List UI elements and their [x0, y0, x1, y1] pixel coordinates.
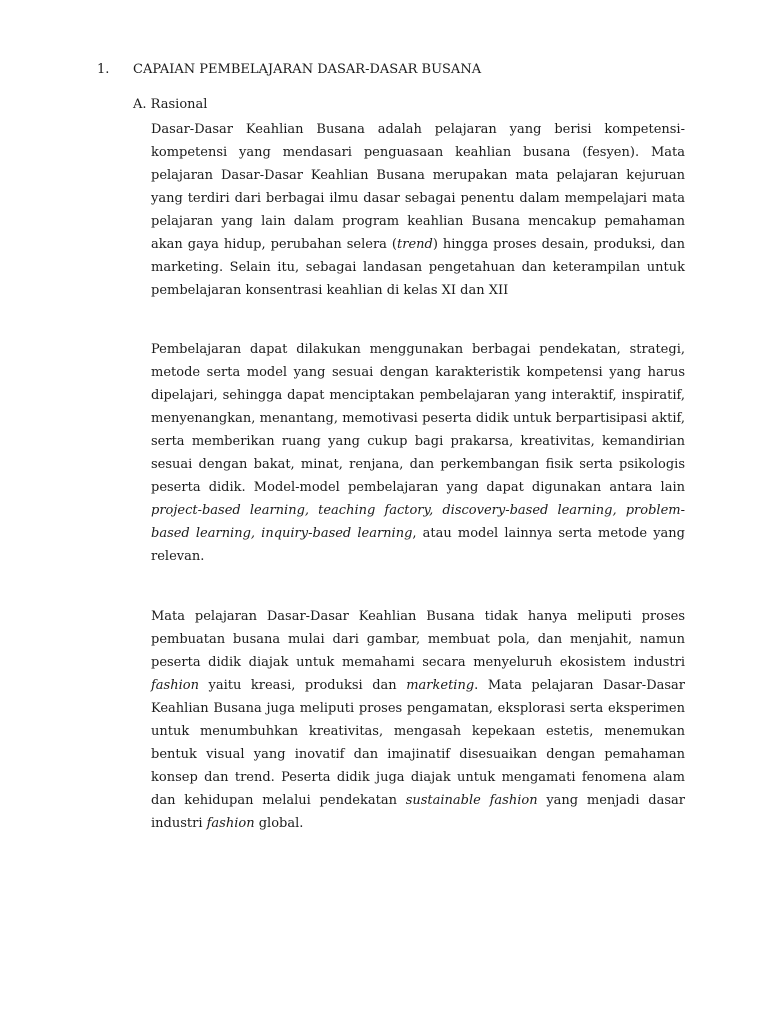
chapter-number: 1.: [97, 62, 110, 77]
text-run: global.: [254, 816, 304, 831]
chapter-heading: [97, 59, 481, 81]
section-heading: A. Rasional: [133, 97, 208, 112]
text-run: yang menjadi dasar industri: [151, 793, 685, 831]
text-run: Dasar-Dasar Keahlian Busana adalah pelajaran yang berisi kompetensi-kompetensi yang mendasari penguasaan keahlian busana (fesyen). Mata pelajaran Dasar-Dasar Keahlian Busana merupakan mata pelajaran kejuruan yang terdiri dari berbagai ilmu dasar sebagai penentu dalam mempelajari mata pelajaran yang lain dalam program keahlian Busana mencakup pemahaman akan gaya hidup, perubahan selera (: [151, 122, 685, 252]
paragraph-2: [151, 338, 685, 568]
text-run: yaitu kreasi, produksi dan: [198, 678, 407, 693]
italic-text-run: sustainable fashion: [405, 793, 538, 808]
text-run: , atau model lainnya serta metode yang relevan.: [151, 526, 686, 564]
text-run: ) hingga proses desain, produksi, dan marketing. Selain itu, sebagai landasan pengetahuan dan keterampilan untuk pembelajaran konsentrasi keahlian di kelas XI dan XII: [151, 237, 686, 298]
italic-text-run: fashion: [151, 678, 199, 693]
italic-text-run: trend: [397, 237, 433, 252]
chapter-title: CAPAIAN PEMBELAJARAN DASAR-DASAR BUSANA: [133, 62, 482, 77]
text-run: Mata pelajaran Dasar-Dasar Keahlian Busana tidak hanya meliputi proses pembuatan busana mulai dari gambar, membuat pola, dan menjahit, namun peserta didik diajak untuk memahami secara menyeluruh ekosistem industri: [151, 609, 685, 670]
italic-text-run: project-based learning, teaching factory, discovery-based learning, problem-based learning, inquiry-based learning: [151, 503, 685, 541]
text-run: . Mata pelajaran Dasar-Dasar Keahlian Busana juga meliputi proses pengamatan, eksplorasi serta eksperimen untuk menumbuhkan kreativitas, mengasah kepekaan estetis, menemukan bentuk visual yang inovatif dan imajinatif disesuaikan dengan pemahaman konsep dan trend. Peserta didik juga diajak untuk mengamati fenomena alam dan kehidupan melalui pendekatan: [151, 678, 686, 808]
paragraph-3: [151, 605, 685, 835]
italic-text-run: fashion: [206, 816, 255, 831]
italic-text-run: marketing: [406, 678, 475, 693]
paragraph-1: [151, 118, 685, 302]
text-run: Pembelajaran dapat dilakukan menggunakan berbagai pendekatan, strategi, metode serta model yang sesuai dengan karakteristik kompetensi yang harus dipelajari, sehingga dapat menciptakan pembelajaran yang interaktif, inspiratif, menyenangkan, menantang, memotivasi peserta didik untuk berpartisipasi aktif, serta memberikan ruang yang cukup bagi prakarsa, kreativitas, kemandirian sesuai dengan bakat, minat, renjana, dan perkembangan fisik serta psikologis peserta didik. Model-model pembelajaran yang dapat digunakan antara lain: [151, 342, 685, 495]
